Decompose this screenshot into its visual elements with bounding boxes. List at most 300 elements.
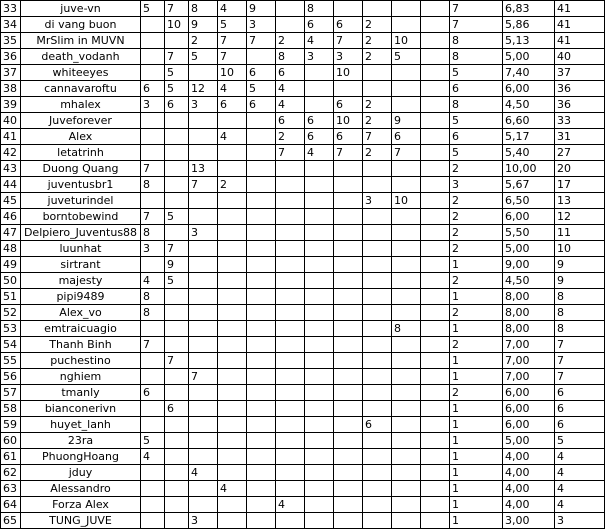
score-cell: 8 [392, 321, 421, 337]
score-cell [141, 417, 165, 433]
average-cell: 3,00 [503, 513, 555, 529]
score-cell [247, 497, 276, 513]
score-cell [218, 369, 247, 385]
table-row [1, 353, 605, 369]
score-cell [392, 161, 421, 177]
score-cell [247, 49, 276, 65]
score-cell: 7 [189, 177, 218, 193]
total-cell: 12 [555, 209, 605, 225]
total-cell: 11 [555, 225, 605, 241]
score-cell [334, 481, 363, 497]
games-played-cell: 5 [450, 113, 503, 129]
games-played-cell: 1 [450, 289, 503, 305]
table-row [1, 305, 605, 321]
total-cell: 4 [555, 465, 605, 481]
rank-cell: 50 [1, 273, 21, 289]
score-cell: 7 [189, 369, 218, 385]
score-cell: 6 [305, 113, 334, 129]
total-cell: 41 [555, 1, 605, 17]
score-cell [189, 257, 218, 273]
score-cell [141, 49, 165, 65]
score-cell [165, 225, 189, 241]
score-cell: 6 [305, 17, 334, 33]
table-row [1, 33, 605, 49]
score-cell [218, 225, 247, 241]
score-cell [247, 449, 276, 465]
score-cell [363, 273, 392, 289]
games-played-cell: 1 [450, 433, 503, 449]
score-cell: 3 [334, 49, 363, 65]
player-name-cell: letatrinh [21, 145, 141, 161]
score-cell [421, 369, 450, 385]
total-cell: 6 [555, 417, 605, 433]
table-row [1, 433, 605, 449]
rank-cell: 35 [1, 33, 21, 49]
score-cell [305, 513, 334, 529]
score-cell: 6 [276, 65, 305, 81]
score-cell [421, 289, 450, 305]
score-cell [247, 337, 276, 353]
games-played-cell: 1 [450, 465, 503, 481]
total-cell: 8 [555, 289, 605, 305]
rank-cell: 59 [1, 417, 21, 433]
table-row [1, 209, 605, 225]
score-cell [218, 257, 247, 273]
games-played-cell: 1 [450, 417, 503, 433]
score-cell: 5 [165, 81, 189, 97]
score-cell [189, 65, 218, 81]
score-cell [276, 433, 305, 449]
total-cell: 6 [555, 385, 605, 401]
average-cell: 6,50 [503, 193, 555, 209]
score-cell: 2 [363, 49, 392, 65]
score-cell: 3 [247, 17, 276, 33]
rank-cell: 51 [1, 289, 21, 305]
score-cell [421, 17, 450, 33]
total-cell: 7 [555, 353, 605, 369]
player-name-cell: puchestino [21, 353, 141, 369]
score-cell [247, 273, 276, 289]
score-cell [276, 353, 305, 369]
score-cell [165, 177, 189, 193]
score-cell [276, 257, 305, 273]
games-played-cell: 2 [450, 241, 503, 257]
table-row [1, 241, 605, 257]
games-played-cell: 2 [450, 209, 503, 225]
score-cell [165, 337, 189, 353]
player-name-cell: majesty [21, 273, 141, 289]
score-cell: 8 [141, 177, 165, 193]
score-cell [334, 1, 363, 17]
score-cell [218, 161, 247, 177]
score-cell [334, 209, 363, 225]
rank-cell: 62 [1, 465, 21, 481]
score-cell [334, 193, 363, 209]
score-cell [363, 321, 392, 337]
score-cell [247, 241, 276, 257]
games-played-cell: 1 [450, 497, 503, 513]
score-cell: 6 [218, 97, 247, 113]
score-cell [218, 321, 247, 337]
score-cell: 13 [189, 161, 218, 177]
score-cell [247, 225, 276, 241]
score-cell [218, 353, 247, 369]
rank-cell: 55 [1, 353, 21, 369]
score-cell [363, 449, 392, 465]
average-cell: 7,00 [503, 369, 555, 385]
rank-cell: 36 [1, 49, 21, 65]
games-played-cell: 2 [450, 193, 503, 209]
player-name-cell: pipi9489 [21, 289, 141, 305]
average-cell: 4,00 [503, 449, 555, 465]
score-cell [421, 241, 450, 257]
average-cell: 5,00 [503, 433, 555, 449]
score-cell [305, 65, 334, 81]
games-played-cell: 1 [450, 449, 503, 465]
score-cell: 6 [334, 129, 363, 145]
score-cell: 8 [276, 49, 305, 65]
player-name-cell: tmanly [21, 385, 141, 401]
rank-cell: 44 [1, 177, 21, 193]
score-cell [218, 449, 247, 465]
score-cell: 7 [392, 145, 421, 161]
score-cell [334, 497, 363, 513]
table-row [1, 417, 605, 433]
score-cell [218, 193, 247, 209]
score-cell: 7 [334, 145, 363, 161]
score-cell: 6 [305, 129, 334, 145]
score-cell [305, 337, 334, 353]
score-cell: 3 [305, 49, 334, 65]
score-cell: 4 [276, 97, 305, 113]
score-cell [218, 113, 247, 129]
table-row [1, 449, 605, 465]
score-cell [334, 241, 363, 257]
score-cell [218, 273, 247, 289]
score-cell [334, 369, 363, 385]
total-cell: 20 [555, 161, 605, 177]
score-cell [141, 465, 165, 481]
score-cell [363, 353, 392, 369]
score-cell [334, 81, 363, 97]
score-cell: 2 [276, 129, 305, 145]
score-cell [363, 161, 392, 177]
average-cell: 5,67 [503, 177, 555, 193]
score-cell [165, 369, 189, 385]
games-played-cell: 5 [450, 145, 503, 161]
score-cell [334, 289, 363, 305]
score-cell [141, 129, 165, 145]
score-cell [247, 433, 276, 449]
score-cell [334, 433, 363, 449]
total-cell: 9 [555, 273, 605, 289]
score-cell [305, 161, 334, 177]
score-cell [363, 257, 392, 273]
player-name-cell: Delpiero_Juventus88 [21, 225, 141, 241]
score-cell [363, 289, 392, 305]
score-cell [165, 449, 189, 465]
score-cell [218, 497, 247, 513]
score-cell: 2 [218, 177, 247, 193]
score-cell [276, 417, 305, 433]
score-cell [392, 177, 421, 193]
games-played-cell: 2 [450, 161, 503, 177]
score-cell: 4 [141, 273, 165, 289]
score-cell [141, 353, 165, 369]
score-cell: 6 [165, 97, 189, 113]
score-cell [392, 241, 421, 257]
games-played-cell: 1 [450, 257, 503, 273]
score-cell [141, 257, 165, 273]
total-cell: 8 [555, 321, 605, 337]
score-cell [276, 225, 305, 241]
games-played-cell: 6 [450, 81, 503, 97]
average-cell: 6,00 [503, 385, 555, 401]
score-cell: 3 [189, 225, 218, 241]
score-cell: 6 [363, 417, 392, 433]
average-cell: 7,40 [503, 65, 555, 81]
score-cell [334, 273, 363, 289]
rank-cell: 58 [1, 401, 21, 417]
score-cell [165, 433, 189, 449]
rank-cell: 63 [1, 481, 21, 497]
score-cell [421, 273, 450, 289]
score-cell [421, 481, 450, 497]
games-played-cell: 8 [450, 49, 503, 65]
score-cell [247, 257, 276, 273]
player-name-cell: MrSlim in MUVN [21, 33, 141, 49]
score-cell [141, 193, 165, 209]
score-cell [165, 465, 189, 481]
score-cell [363, 209, 392, 225]
average-cell: 7,00 [503, 337, 555, 353]
games-played-cell: 1 [450, 353, 503, 369]
score-cell [247, 417, 276, 433]
table-row [1, 337, 605, 353]
score-cell [392, 497, 421, 513]
rank-cell: 40 [1, 113, 21, 129]
score-cell [276, 321, 305, 337]
score-cell [392, 17, 421, 33]
score-cell [363, 497, 392, 513]
score-cell [218, 465, 247, 481]
rank-cell: 65 [1, 513, 21, 529]
score-cell [189, 113, 218, 129]
player-name-cell: Alex [21, 129, 141, 145]
score-cell [276, 401, 305, 417]
score-cell [218, 401, 247, 417]
score-cell [305, 481, 334, 497]
score-cell [247, 145, 276, 161]
average-cell: 9,00 [503, 257, 555, 273]
rank-cell: 64 [1, 497, 21, 513]
score-cell [189, 289, 218, 305]
score-cell [247, 177, 276, 193]
score-cell [421, 97, 450, 113]
games-played-cell: 3 [450, 177, 503, 193]
score-cell: 6 [165, 401, 189, 417]
score-cell: 5 [189, 49, 218, 65]
total-cell: 17 [555, 177, 605, 193]
score-cell [218, 417, 247, 433]
score-cell [392, 305, 421, 321]
score-cell [421, 161, 450, 177]
table-row [1, 129, 605, 145]
rank-cell: 38 [1, 81, 21, 97]
games-played-cell: 1 [450, 401, 503, 417]
total-cell: 36 [555, 81, 605, 97]
score-cell [189, 273, 218, 289]
score-cell [363, 241, 392, 257]
games-played-cell: 1 [450, 369, 503, 385]
score-cell [392, 513, 421, 529]
score-cell: 3 [141, 241, 165, 257]
score-cell [189, 433, 218, 449]
score-cell [392, 433, 421, 449]
score-cell [421, 385, 450, 401]
score-cell [392, 289, 421, 305]
score-cell [247, 321, 276, 337]
score-cell [392, 353, 421, 369]
score-cell [305, 321, 334, 337]
total-cell: 9 [555, 257, 605, 273]
average-cell: 7,00 [503, 353, 555, 369]
score-cell [305, 385, 334, 401]
score-cell [218, 337, 247, 353]
score-cell [363, 81, 392, 97]
games-played-cell: 1 [450, 321, 503, 337]
total-cell: 37 [555, 65, 605, 81]
score-cell [305, 417, 334, 433]
average-cell: 6,00 [503, 209, 555, 225]
score-cell [392, 337, 421, 353]
score-cell [189, 497, 218, 513]
table-row [1, 49, 605, 65]
average-cell: 5,86 [503, 17, 555, 33]
score-cell: 6 [141, 81, 165, 97]
score-cell [141, 113, 165, 129]
score-cell [276, 273, 305, 289]
score-cell [305, 465, 334, 481]
average-cell: 6,60 [503, 113, 555, 129]
average-cell: 5,17 [503, 129, 555, 145]
rank-cell: 39 [1, 97, 21, 113]
table-row [1, 385, 605, 401]
total-cell: 41 [555, 33, 605, 49]
score-cell: 7 [165, 1, 189, 17]
score-cell [276, 193, 305, 209]
games-played-cell: 8 [450, 97, 503, 113]
score-cell [421, 305, 450, 321]
games-played-cell: 2 [450, 337, 503, 353]
score-cell [363, 65, 392, 81]
table-row [1, 113, 605, 129]
average-cell: 6,00 [503, 401, 555, 417]
score-cell [247, 481, 276, 497]
score-cell [363, 433, 392, 449]
score-cell [218, 145, 247, 161]
score-cell: 8 [305, 1, 334, 17]
score-cell: 7 [141, 209, 165, 225]
score-cell [421, 129, 450, 145]
table-row [1, 289, 605, 305]
score-cell [392, 417, 421, 433]
score-cell: 10 [165, 17, 189, 33]
table-row [1, 273, 605, 289]
score-cell [392, 385, 421, 401]
score-cell [276, 513, 305, 529]
score-cell [305, 81, 334, 97]
score-cell [421, 257, 450, 273]
score-cell: 3 [189, 97, 218, 113]
player-name-cell: juveturindel [21, 193, 141, 209]
score-cell [141, 513, 165, 529]
score-cell [363, 465, 392, 481]
score-cell [165, 417, 189, 433]
score-cell [141, 33, 165, 49]
score-cell [276, 1, 305, 17]
table-row [1, 225, 605, 241]
games-played-cell: 2 [450, 225, 503, 241]
score-cell: 2 [363, 113, 392, 129]
table-row [1, 257, 605, 273]
score-cell [165, 289, 189, 305]
score-cell [218, 305, 247, 321]
average-cell: 5,13 [503, 33, 555, 49]
score-cell [334, 305, 363, 321]
table-row [1, 193, 605, 209]
score-cell: 8 [189, 1, 218, 17]
average-cell: 5,00 [503, 241, 555, 257]
score-cell: 10 [334, 65, 363, 81]
average-cell: 4,00 [503, 465, 555, 481]
score-cell: 6 [276, 113, 305, 129]
player-name-cell: nghiem [21, 369, 141, 385]
score-cell: 9 [165, 257, 189, 273]
score-cell [276, 337, 305, 353]
score-cell [165, 497, 189, 513]
table-row [1, 513, 605, 529]
score-cell [141, 497, 165, 513]
score-cell: 5 [165, 65, 189, 81]
score-cell [421, 193, 450, 209]
score-cell [305, 193, 334, 209]
score-cell [392, 81, 421, 97]
score-cell: 8 [141, 305, 165, 321]
score-cell: 7 [363, 129, 392, 145]
rank-cell: 47 [1, 225, 21, 241]
games-played-cell: 2 [450, 273, 503, 289]
score-cell [247, 289, 276, 305]
score-cell: 6 [392, 129, 421, 145]
rank-cell: 52 [1, 305, 21, 321]
score-cell [421, 177, 450, 193]
score-cell: 4 [305, 145, 334, 161]
score-cell [421, 465, 450, 481]
score-cell [363, 513, 392, 529]
score-cell [363, 481, 392, 497]
score-cell [305, 353, 334, 369]
score-cell [141, 145, 165, 161]
total-cell: 4 [555, 449, 605, 465]
score-cell [363, 337, 392, 353]
score-cell: 6 [334, 17, 363, 33]
table-row [1, 81, 605, 97]
games-played-cell: 5 [450, 65, 503, 81]
total-cell: 5 [555, 433, 605, 449]
score-cell [305, 257, 334, 273]
table-row [1, 97, 605, 113]
